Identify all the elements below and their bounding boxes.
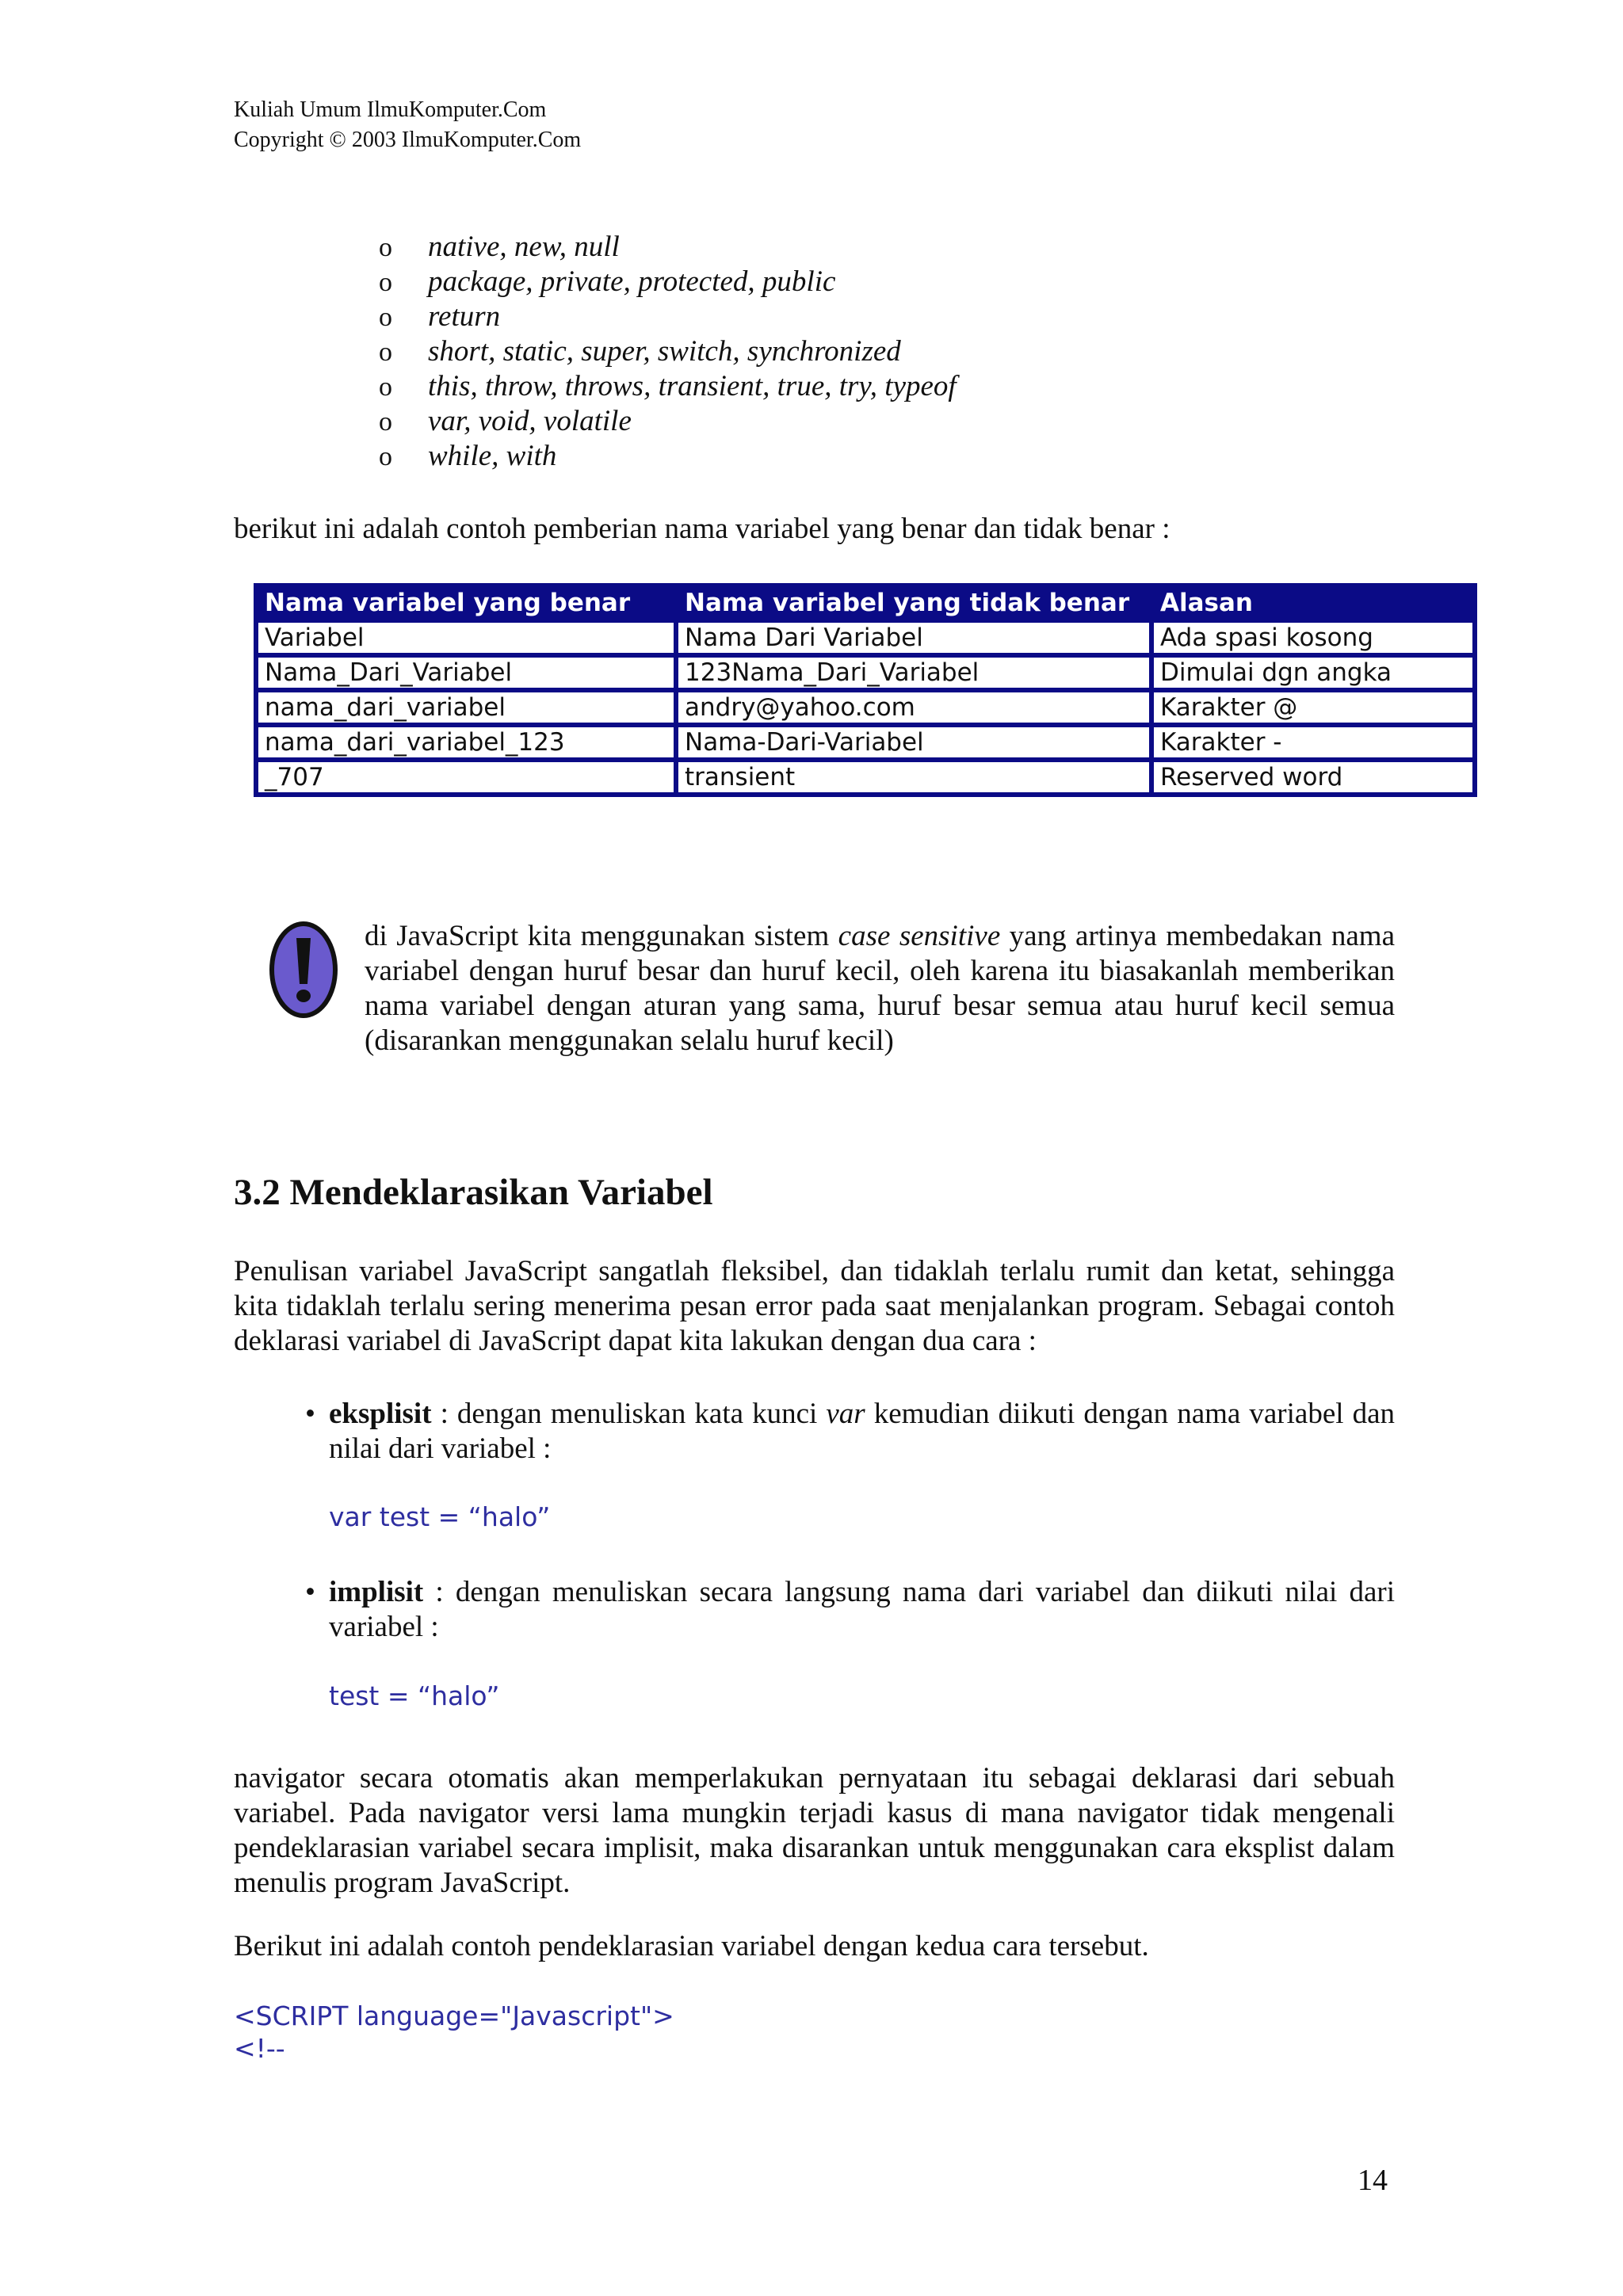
table-row xyxy=(258,727,1472,757)
column-header-valid: Nama variabel yang benar xyxy=(258,588,674,618)
circle-bullet-icon: o xyxy=(379,338,392,367)
table-cell: _707 xyxy=(258,762,674,792)
variable-naming-table xyxy=(254,583,1477,797)
page-number: 14 xyxy=(1358,2164,1388,2197)
bullet-implicit: • implisit : dengan menuliskan secara langsung nama dari variabel dan diikuti nilai dari variabel : xyxy=(305,1576,1395,1643)
table-cell: nama_dari_variabel xyxy=(258,692,674,723)
table-cell: Karakter @ xyxy=(1154,692,1472,723)
section-title: 3.2 Mendeklarasikan Variabel xyxy=(234,1172,713,1213)
table-row xyxy=(258,692,1472,723)
paragraph: navigator secara otomatis akan memperlakukan pernyataan itu sebagai deklarasi dari sebuah variabel. Pada navigator versi lama mungkin terjadi kasus di mana navigator tidak mengenali pendeklarasian variabel secara implisit, maka disarankan untuk menggunakan cara eksplist dalam menulis program JavaScript. xyxy=(234,1762,1395,1899)
table-cell: Variabel xyxy=(258,623,674,653)
code-block xyxy=(234,2000,674,2065)
term-bold: implisit xyxy=(329,1576,424,1608)
term-bold: eksplisit xyxy=(329,1398,432,1430)
circle-bullet-icon: o xyxy=(379,372,392,402)
page-header xyxy=(234,95,581,155)
bullet-icon: • xyxy=(305,1398,315,1430)
table-cell: andry@yahoo.com xyxy=(678,692,1149,723)
table-cell: 123Nama_Dari_Variabel xyxy=(678,658,1149,688)
circle-bullet-icon: o xyxy=(379,268,392,297)
table-cell: Nama-Dari-Variabel xyxy=(678,727,1149,757)
exclamation-warning-icon xyxy=(268,921,339,1019)
table-cell: transient xyxy=(678,762,1149,792)
table-cell: Nama_Dari_Variabel xyxy=(258,658,674,688)
paragraph: Penulisan variabel JavaScript sangatlah fleksibel, dan tidaklah terlalu rumit dan ketat, sehingga kita tidaklah terlalu sering menerima pesan error pada saat menjalankan program. Sebagai contoh deklarasi variabel di JavaScript dapat kita lakukan dengan dua cara : xyxy=(234,1255,1395,1357)
table-cell: Ada spasi kosong xyxy=(1154,623,1472,653)
reserved-keyword-list xyxy=(379,230,957,474)
keyword-italic: var xyxy=(826,1398,865,1430)
keyword-list-item: o return xyxy=(379,299,957,334)
keyword-list-item: o var, void, volatile xyxy=(379,404,957,439)
table-cell: Dimulai dgn angka xyxy=(1154,658,1472,688)
bullet-explicit: • eksplisit : dengan menuliskan kata kunci var kemudian diikuti dengan nama variabel dan nilai dari variabel : xyxy=(305,1398,1395,1465)
code-line: <SCRIPT language="Javascript"> xyxy=(234,2000,674,2031)
keyword-list-item: o while, with xyxy=(379,439,957,474)
keyword-list-item: o this, throw, throws, transient, true, try, typeof xyxy=(379,369,957,404)
code-example: var test = “halo” xyxy=(329,1501,551,1532)
keyword-list-item: o native, new, null xyxy=(379,230,957,265)
emphasis-term: case sensitive xyxy=(838,920,1001,952)
table-header-row xyxy=(258,588,1472,618)
case-sensitive-note: di JavaScript kita menggunakan sistem case sensitive yang artinya membedakan nama variabel dengan huruf besar dan huruf kecil, oleh karena itu biasakanlah memberikan nama variabel dengan aturan yang sama, huruf besar semua atau huruf kecil semua (disarankan menggunakan selalu huruf kecil) xyxy=(365,920,1395,1057)
code-example: test = “halo” xyxy=(329,1680,500,1711)
keyword-list-item: o package, private, protected, public xyxy=(379,265,957,299)
circle-bullet-icon: o xyxy=(379,442,392,471)
table-cell: Karakter - xyxy=(1154,727,1472,757)
circle-bullet-icon: o xyxy=(379,233,392,262)
table-row xyxy=(258,658,1472,688)
keyword-list-item: o short, static, super, switch, synchronized xyxy=(379,334,957,369)
column-header-invalid: Nama variabel yang tidak benar xyxy=(678,588,1149,618)
table-intro-text: berikut ini adalah contoh pemberian nama variabel yang benar dan tidak benar : xyxy=(234,513,1170,545)
circle-bullet-icon: o xyxy=(379,407,392,437)
table-cell: nama_dari_variabel_123 xyxy=(258,727,674,757)
table-cell: Nama Dari Variabel xyxy=(678,623,1149,653)
table-row xyxy=(258,762,1472,792)
table-cell: Reserved word xyxy=(1154,762,1472,792)
column-header-reason: Alasan xyxy=(1154,588,1472,618)
header-title: Kuliah Umum IlmuKomputer.Com xyxy=(234,97,547,122)
code-line: <!-- xyxy=(234,2033,285,2064)
header-copyright: Copyright © 2003 IlmuKomputer.Com xyxy=(234,128,582,152)
paragraph: Berikut ini adalah contoh pendeklarasian variabel dengan kedua cara tersebut. xyxy=(234,1930,1149,1962)
bullet-icon: • xyxy=(305,1576,315,1608)
table-row xyxy=(258,623,1472,653)
circle-bullet-icon: o xyxy=(379,303,392,332)
